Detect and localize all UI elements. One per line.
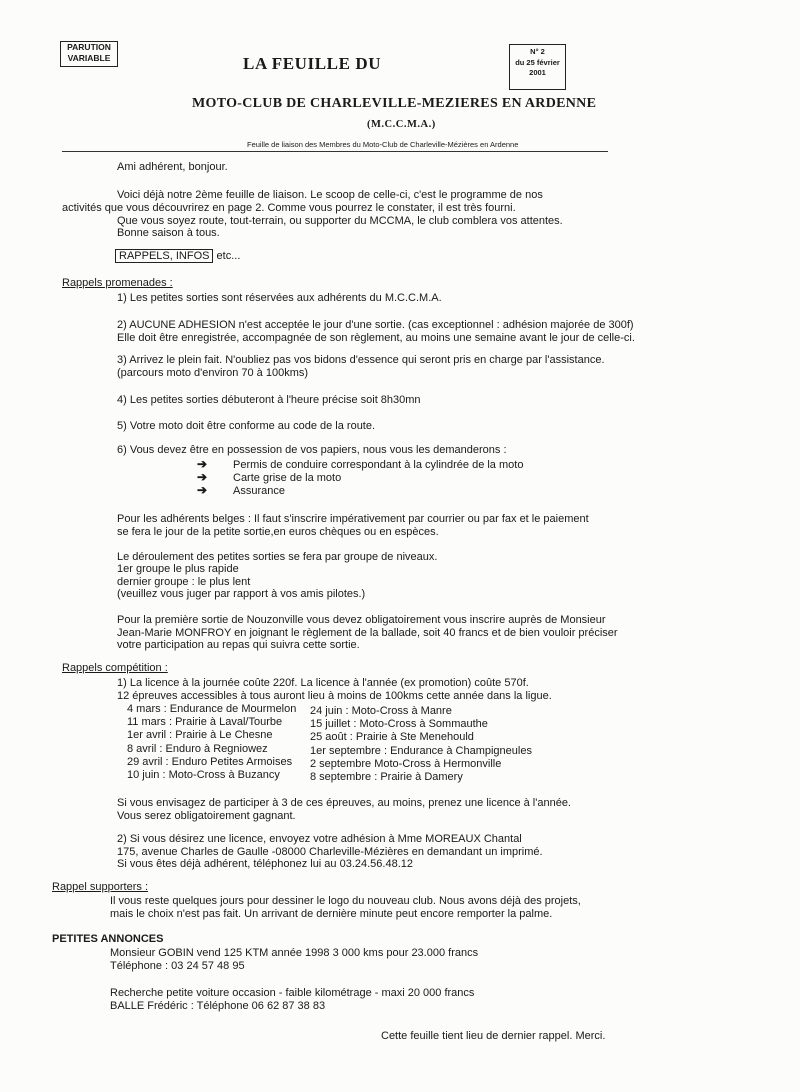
- competition-line-1: 1) La licence à la journée coûte 220f. La licence à l'année (ex promotion) coûte 570f.: [117, 677, 529, 689]
- belges-line-2: se fera le jour de la petite sortie,en euros chèques ou en espèces.: [117, 526, 439, 538]
- rappels-infos-box: RAPPELS, INFOS: [115, 249, 213, 263]
- rule-3-line-1: 3) Arrivez le plein fait. N'oubliez pas vos bidons d'essence qui seront pris en charge par l'assistance.: [117, 354, 605, 366]
- supporters-line-1: Il vous reste quelques jours pour dessiner le logo du nouveau club. Nous avons déjà des projets,: [110, 895, 581, 907]
- event-item: 8 avril : Enduro à Regniowez: [127, 742, 268, 755]
- event-item: 8 septembre : Prairie à Damery: [310, 771, 463, 784]
- groupes-line-1: Le déroulement des petites sorties se fera par groupe de niveaux.: [117, 551, 438, 563]
- supporters-line-2: mais le choix n'est pas fait. Un arrivant de dernière minute peut encore remporter la palme.: [110, 908, 553, 920]
- nouzon-line-3: votre participation au repas qui suivra cette sortie.: [117, 639, 360, 651]
- event-item: 15 juillet : Moto-Cross à Sommauthe: [310, 718, 488, 731]
- intro-line-3: Que vous soyez route, tout-terrain, ou supporter du MCCMA, le club comblera vos attentes.: [117, 215, 563, 227]
- event-item: 11 mars : Prairie à Laval/Tourbe: [127, 716, 283, 729]
- licence-request-line-1: 2) Si vous désirez une licence, envoyez votre adhésion à Mme MOREAUX Chantal: [117, 833, 522, 845]
- groupes-line-2: 1er groupe le plus rapide: [117, 563, 239, 575]
- event-item: 1er avril : Prairie à Le Chesne: [127, 729, 273, 742]
- rule-5: 5) Votre moto doit être conforme au code de la route.: [117, 420, 376, 432]
- supporters-heading: Rappel supporters :: [52, 881, 148, 893]
- event-item: 2 septembre Moto-Cross à Hermonville: [310, 757, 502, 770]
- rappels-infos-label: [115, 250, 240, 263]
- promenades-heading: Rappels promenades :: [62, 277, 173, 289]
- arrow-icon: ➔: [197, 483, 208, 497]
- event-item: 24 juin : Moto-Cross à Manre: [310, 705, 452, 717]
- issue-date: du 25 février: [515, 57, 560, 67]
- competition-heading: Rappels compétition :: [62, 662, 168, 674]
- arrow-icon: ➔: [197, 457, 208, 471]
- belges-line-1: Pour les adhérents belges : Il faut s'inscrire impérativement par courrier ou par fax et le paiement: [117, 513, 589, 525]
- groupes-line-4: (veuillez vous juger par rapport à vos amis pilotes.): [117, 588, 366, 600]
- club-acronym: (M.C.C.M.A.): [367, 119, 436, 130]
- annonce-2-line-2: BALLE Frédéric : Téléphone 06 62 87 38 83: [110, 1000, 326, 1012]
- competition-line-2: 12 épreuves accessibles à tous auront lieu à moins de 100kms cette année dans la ligue.: [117, 690, 552, 702]
- parution-box: [60, 41, 118, 67]
- event-item: 4 mars : Endurance de Mourmelon: [127, 703, 297, 715]
- rule-3-line-2: (parcours moto d'environ 70 à 100kms): [117, 367, 309, 379]
- issue-number-box: [509, 44, 566, 90]
- rule-6: 6) Vous devez être en possession de vos papiers, nous vous les demanderons :: [117, 444, 507, 456]
- greeting: Ami adhérent, bonjour.: [117, 161, 228, 173]
- event-item: 10 juin : Moto-Cross à Buzancy: [127, 769, 280, 782]
- newsletter-subtitle: Feuille de liaison des Membres du Moto-Club de Charleville-Mézières en Ardenne: [247, 140, 519, 149]
- intro-line-4: Bonne saison à tous.: [117, 227, 220, 239]
- nouzon-line-2: Jean-Marie MONFROY en joignant le règlement de la ballade, soit 40 francs et de bien vouloir préciser: [117, 627, 618, 639]
- header-rule: [62, 151, 608, 152]
- licence-request-line-2: 175, avenue Charles de Gaulle -08000 Charleville-Mézières en demandant un imprimé.: [117, 846, 543, 858]
- issue-year: 2001: [529, 68, 546, 77]
- rappels-infos-suffix: etc...: [216, 250, 241, 262]
- licence-request-line-3: Si vous êtes déjà adhérent, téléphonez lui au 03.24.56.48.12: [117, 858, 414, 870]
- rule-2-line-1: 2) AUCUNE ADHESION n'est acceptée le jour d'une sortie. (cas exceptionnel : adhésion majorée de 300f): [117, 319, 634, 331]
- groupes-line-3: dernier groupe : le plus lent: [117, 576, 251, 588]
- issue-number: N° 2: [530, 47, 545, 56]
- events-right-column: [310, 705, 532, 784]
- licence-advice-line-1: Si vous envisagez de participer à 3 de ces épreuves, au moins, prenez une licence à l'année.: [117, 797, 571, 809]
- annonce-1-line-1: Monsieur GOBIN vend 125 KTM année 1998 3 000 kms pour 23.000 francs: [110, 947, 479, 959]
- intro-line-1: Voici déjà notre 2ème feuille de liaison. Le scoop de celle-ci, c'est le programme de nos: [117, 189, 543, 201]
- parution-line-1: PARUTION: [67, 42, 111, 52]
- paper-item-2: Carte grise de la moto: [233, 472, 342, 484]
- club-name: MOTO-CLUB DE CHARLEVILLE-MEZIERES EN ARDENNE: [192, 96, 597, 111]
- parution-line-2: VARIABLE: [67, 53, 111, 63]
- footer-note: Cette feuille tient lieu de dernier rappel. Merci.: [381, 1030, 606, 1042]
- event-item: 29 avril : Enduro Petites Armoises: [127, 755, 293, 768]
- annonces-heading: PETITES ANNONCES: [52, 933, 164, 945]
- rule-4: 4) Les petites sorties débuteront à l'heure précise soit 8h30mn: [117, 394, 421, 406]
- licence-advice-line-2: Vous serez obligatoirement gagnant.: [117, 810, 296, 822]
- arrow-icon: ➔: [197, 470, 208, 484]
- paper-item-1: Permis de conduire correspondant à la cylindrée de la moto: [233, 459, 524, 471]
- intro-line-2: activités que vous découvrirez en page 2. Comme vous pourrez le constater, il est très fourni.: [62, 202, 516, 214]
- rule-2-line-2: Elle doit être enregistrée, accompagnée de son règlement, au moins une semaine avant le jour de celle-ci.: [117, 332, 635, 344]
- annonce-2-line-1: Recherche petite voiture occasion - faible kilométrage - maxi 20 000 francs: [110, 987, 475, 999]
- newsletter-title: LA FEUILLE DU: [243, 54, 382, 73]
- annonce-1-line-2: Téléphone : 03 24 57 48 95: [110, 960, 245, 972]
- event-item: 25 août : Prairie à Ste Menehould: [310, 731, 474, 744]
- event-item: 1er septembre : Endurance à Champigneules: [310, 744, 532, 757]
- nouzon-line-1: Pour la première sortie de Nouzonville vous devez obligatoirement vous inscrire auprès de Monsieur: [117, 614, 606, 626]
- paper-item-3: Assurance: [233, 485, 285, 497]
- events-left-column: [127, 703, 296, 782]
- rule-1: 1) Les petites sorties sont réservées aux adhérents du M.C.C.M.A.: [117, 292, 442, 304]
